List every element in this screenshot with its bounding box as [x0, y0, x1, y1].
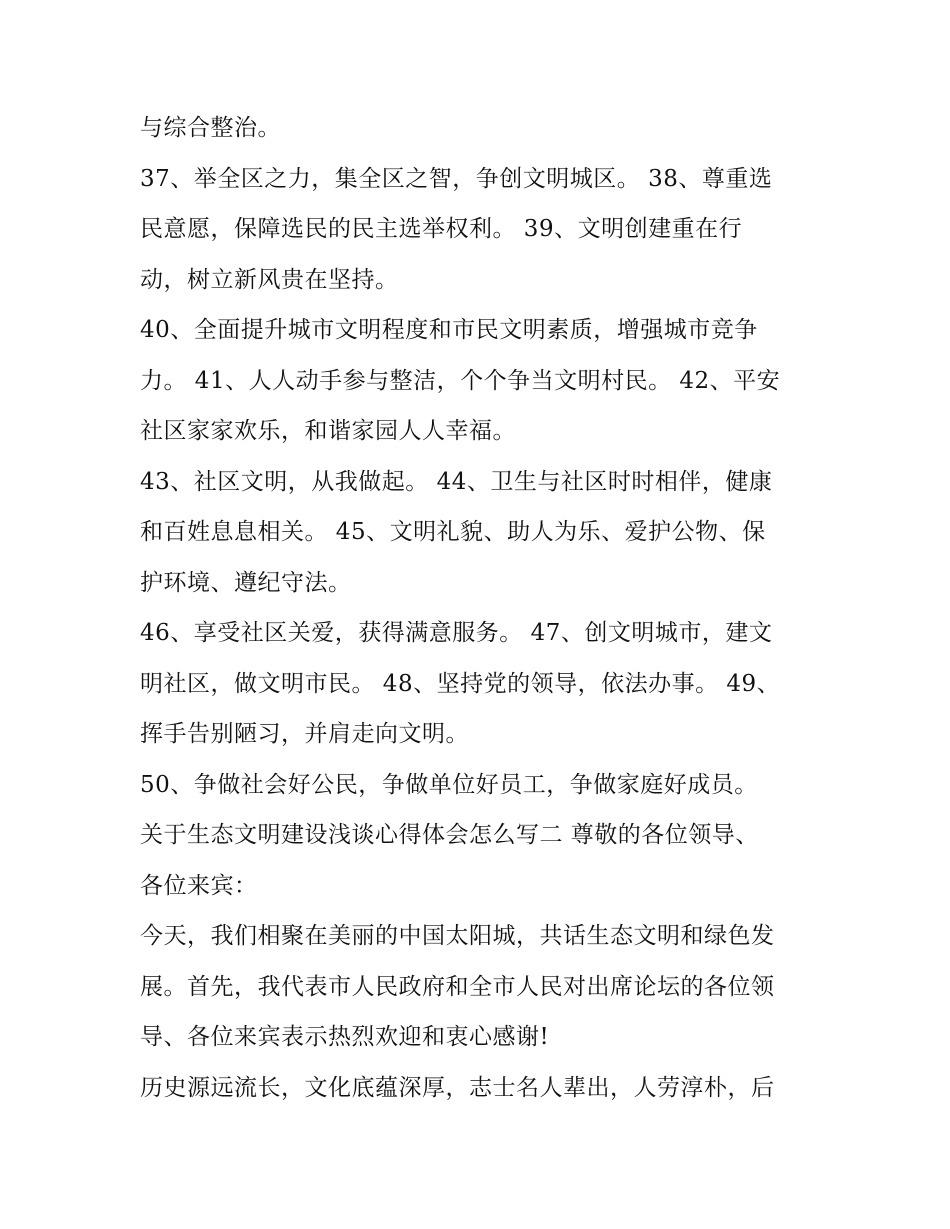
text-line: 各位来宾：	[140, 872, 258, 899]
text-line: 与综合整治。	[140, 115, 281, 141]
text-line: 43、社区文明，从我做起。 44、卫生与社区时时相伴，健康	[140, 468, 773, 495]
text-line: 护环境、遵纪守法。	[140, 569, 352, 596]
section-heading-line: 关于生态文明建设浅谈心得体会怎么写二 尊敬的各位领导、	[140, 822, 759, 848]
text-line: 挥手告别陋习，并肩走向文明。	[140, 721, 469, 747]
text-line: 导、各位来宾表示热烈欢迎和衷心感谢!	[140, 1024, 550, 1050]
text-line: 50、争做社会好公民，争做单位好员工，争做家庭好成员。	[140, 771, 758, 798]
document-body	[140, 103, 820, 1113]
text-line: 今天，我们相聚在美丽的中国太阳城，共话生态文明和绿色发	[140, 923, 775, 949]
text-line: 37、举全区之力，集全区之智，争创文明城区。 38、尊重选	[140, 165, 773, 192]
text-line: 动，树立新风贵在坚持。	[140, 266, 399, 293]
text-line: 和百姓息息相关。 45、文明礼貌、助人为乐、爱护公物、保	[140, 519, 766, 545]
text-line: 展。首先，我代表市人民政府和全市人民对出席论坛的各位领	[140, 973, 775, 1000]
text-line: 历史源远流长，文化底蕴深厚，志士名人辈出，人劳淳朴，后	[140, 1074, 775, 1101]
text-line: 40、全面提升城市文明程度和市民文明素质，增强城市竞争	[140, 317, 758, 343]
text-line: 力。 41、人人动手参与整洁，个个争当文明村民。 42、平安	[140, 367, 781, 394]
text-line: 明社区，做文明市民。 48、坚持党的领导，依法办事。 49、	[140, 670, 781, 697]
text-line: 社区家家欢乐，和谐家园人人幸福。	[140, 418, 516, 444]
text-line: 46、享受社区关爱，获得满意服务。 47、创文明城市，建文	[140, 620, 773, 646]
text-line: 民意愿，保障选民的民主选举权利。 39、文明创建重在行	[140, 216, 743, 242]
